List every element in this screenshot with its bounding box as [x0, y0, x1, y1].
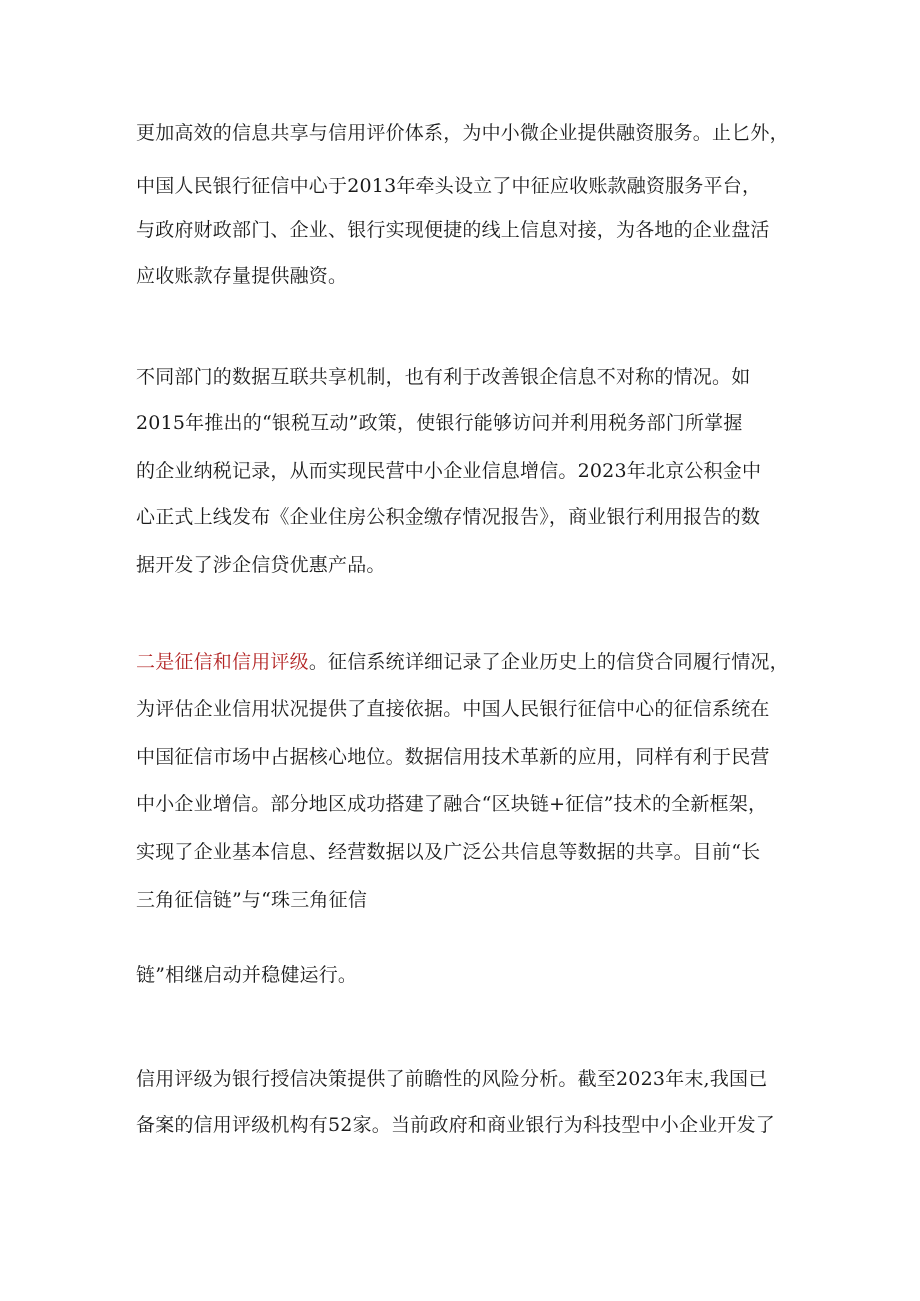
text-line: 为评估企业信用状况提供了直接依据。中国人民银行征信中心的征信系统在: [136, 698, 770, 720]
text-line: 的企业纳税记录，从而实现民营中小企业信息增信。2023年北京公积金中: [136, 460, 762, 482]
text-line: 据开发了涉企信贷优惠产品。: [136, 554, 386, 576]
section-heading-inline: 二是征信和信用评级: [136, 651, 309, 673]
text-line: 中国人民银行征信中心于2013年牵头设立了中征应收账款融资服务平台，: [136, 175, 762, 197]
text-line: 三角征信链”与“珠三角征信: [136, 889, 368, 911]
text-line: 链”相继启动并稳健运行。: [136, 964, 358, 986]
text-line: 不同部门的数据互联共享机制，也有利于改善银企信息不对称的情况。如: [136, 366, 751, 388]
text-line: 实现了企业基本信息、经营数据以及广泛公共信息等数据的共享。目前“长: [136, 841, 761, 863]
text-line: 中小企业增信。部分地区成功搭建了融合“区块链+征信”技术的全新框架，: [136, 793, 768, 815]
text-line: 与政府财政部门、企业、银行实现便捷的线上信息对接，为各地的企业盘活: [136, 219, 770, 241]
text-line: [136, 650, 789, 674]
text-line: 心正式上线发布《企业住房公积金缴存情况报告》，商业银行利用报告的数: [136, 506, 761, 528]
text-run: 。征信系统详细记录了企业历史上的信贷合同履行情况，: [308, 651, 789, 673]
text-line: 中国征信市场中占据核心地位。数据信用技术革新的应用，同样有利于民营: [136, 746, 770, 768]
text-line: 2015年推出的“银税互动”政策，使银行能够访问并利用税务部门所掌握: [136, 412, 743, 434]
text-line: 应收账款存量提供融资。: [136, 265, 348, 287]
text-line: 更加高效的信息共享与信用评价体系，为中小微企业提供融资服务。止匕外，: [136, 122, 789, 144]
text-line: 信用评级为银行授信决策提供了前瞻性的风险分析。截至2023年末,我国已: [136, 1068, 768, 1090]
text-line: 备案的信用评级机构有52家。当前政府和商业银行为科技型中小企业开发了: [136, 1114, 775, 1136]
